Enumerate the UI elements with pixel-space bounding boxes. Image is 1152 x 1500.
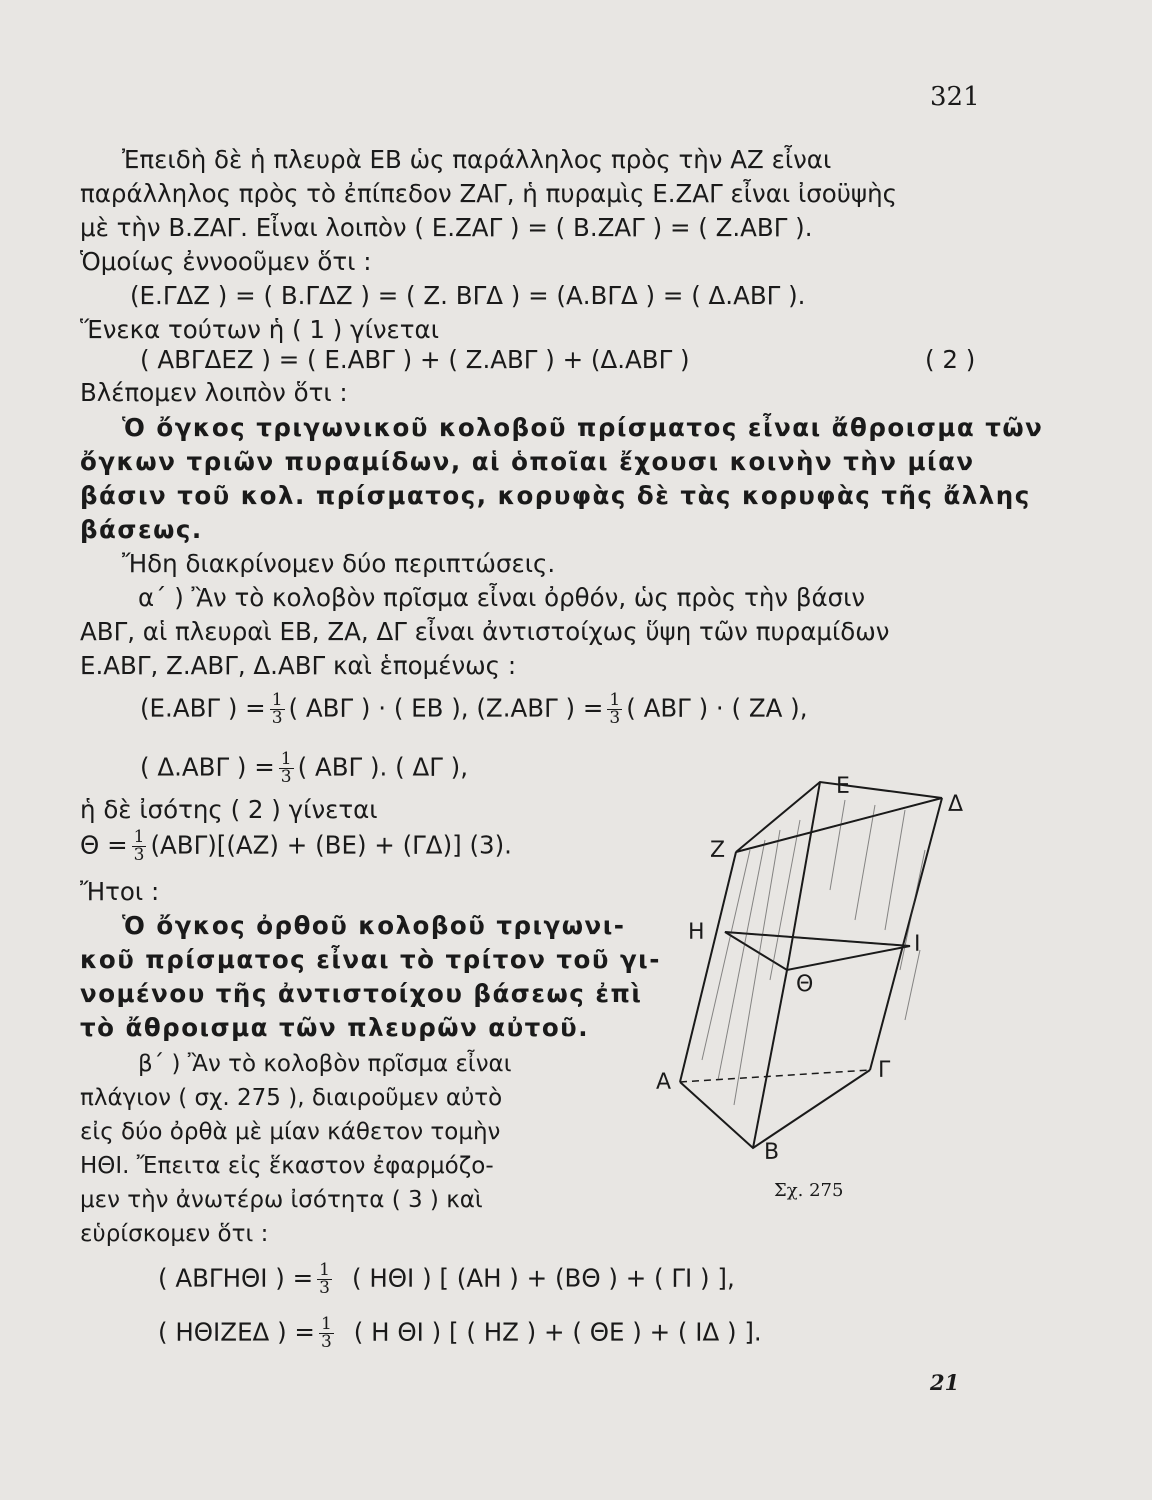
fraction-one-third: $\frac{1}{3}$ [320,1314,332,1352]
equation-line [80,829,512,864]
text-line: Βλέπομεν λοιπὸν ὅτι : [80,378,348,407]
theorem-line: βάσεως. [80,515,203,544]
bottom-face-visible [680,1070,870,1148]
hidden-edge-ag [680,1070,870,1082]
label-D: Δ [948,792,964,817]
text-line: εἰς δύο ὀρθὰ μὲ μίαν κάθετον τομὴν [80,1119,501,1145]
text-line: ΗΘΙ. Ἔπειτα εἰς ἕκαστον ἐφαρμόζο- [80,1153,494,1179]
equation-line: ( ΑΒΓΔΕΖ ) = ( Ε.ΑΒΓ ) + ( Ζ.ΑΒΓ ) + (Δ.ΑΒΓ ) [140,345,690,374]
hatch-line [885,810,905,930]
fraction-one-third: $\frac{1}{3}$ [280,749,292,787]
text-line: Ἐπειδὴ δὲ ἡ πλευρὰ ΕΒ ὡς παράλληλος πρὸς τὴν ΑΖ εἶναι [122,145,832,174]
theorem-line: τὸ ἄθροισμα τῶν πλευρῶν αὐτοῦ. [80,1013,590,1042]
text-line: Ὁμοίως ἐννοοῦμεν ὅτι : [80,247,372,276]
edge-e-th [787,782,820,970]
label-Z: Ζ [710,838,726,863]
label-I: Ι [914,932,921,957]
equation-term: Θ = [80,830,128,860]
edge-dg [870,798,942,1070]
label-B: Β [764,1140,780,1165]
hatch-line [770,820,800,980]
equation-number: ( 2 ) [925,345,976,374]
text-line: α΄ ) Ἂν τὸ κολοβὸν πρῖσμα εἶναι ὀρθόν, ὡς πρὸς τὴν βάσιν [138,583,866,612]
signature-number: 21 [930,1370,960,1395]
hatch-line [900,850,925,970]
equation-term: ( ΗΘΙΖΕΔ ) = [158,1317,315,1347]
equation-term: ( Η ΘΙ ) [ ( ΗΖ ) + ( ΘΕ ) + ( ΙΔ ) ]. [353,1317,762,1347]
text-line: Ἤτοι : [80,877,160,906]
text-line: μεν τὴν ἀνωτέρω ἰσότητα ( 3 ) καὶ [80,1187,483,1213]
equation-term: ( ΑΒΓ ). ( ΔΓ ), [297,752,468,782]
equation-term: ( ΑΒΓ ) · ( ΕΒ ), (Ζ.ΑΒΓ ) = [288,693,604,723]
hatch-line [855,805,875,920]
page-number: 321 [930,82,980,112]
figure-truncated-prism [650,760,990,1201]
label-TH: Θ [796,972,814,997]
fraction-one-third: $\frac{1}{3}$ [609,690,621,728]
theorem-line: Ὁ ὄγκος τριγωνικοῦ κολοβοῦ πρίσματος εἶναι ἄθροισμα τῶν [122,413,1044,442]
theorem-line: ὄγκων τριῶν πυραμίδων, αἱ ὁποῖαι ἔχουσι κοινὴν τὴν μίαν [80,447,975,476]
equation-term: ( ΑΒΓ ) · ( ΖΑ ), [626,693,808,723]
edge-za [680,852,736,1082]
text-line: μὲ τὴν Β.ΖΑΓ. Εἶναι λοιπὸν ( Ε.ΖΑΓ ) = ( Β.ΖΑΓ ) = ( Ζ.ΑΒΓ ). [80,213,813,242]
prism-drawing [650,760,990,1180]
text-line: παράλληλος πρὸς τὸ ἐπίπεδον ΖΑΓ, ἡ πυραμὶς Ε.ΖΑΓ εἶναι ἰσοϋψὴς [80,179,898,208]
equation-line: (Ε.ΓΔΖ ) = ( Β.ΓΔΖ ) = ( Ζ. ΒΓΔ ) = (Α.ΒΓΔ ) = ( Δ.ΑΒΓ ). [130,281,806,310]
text-line: ΑΒΓ, αἱ πλευραὶ ΕΒ, ΖΑ, ΔΓ εἶναι ἀντιστοίχως ὕψη τῶν πυραμίδων [80,617,890,646]
hatch-line [734,830,780,1105]
text-line: Ε.ΑΒΓ, Ζ.ΑΒΓ, Δ.ΑΒΓ καὶ ἑπομένως : [80,651,517,680]
fraction-one-third: $\frac{1}{3}$ [271,690,283,728]
text-line: ἡ δὲ ἰσότης ( 2 ) γίνεται [80,795,378,824]
equation-term: (Ε.ΑΒΓ ) = [140,693,266,723]
equation-line [158,1262,735,1297]
text-line: Ἕνεκα τούτων ἡ ( 1 ) γίνεται [80,315,439,344]
theorem-line: βάσιν τοῦ κολ. πρίσματος, κορυφὰς δὲ τὰς κορυφὰς τῆς ἄλλης [80,481,1031,510]
equation-term: (ΑΒΓ)[(ΑΖ) + (ΒΕ) + (ΓΔ)] (3). [150,830,512,860]
hatch-line [905,950,920,1020]
text-line: β΄ ) Ἂν τὸ κολοβὸν πρῖσμα εἶναι [138,1051,512,1077]
theorem-line: νομένου τῆς ἀντιστοίχου βάσεως ἐπὶ [80,979,643,1008]
label-G: Γ [878,1058,891,1083]
equation-line [158,1316,762,1351]
label-A: Α [656,1070,672,1095]
equation-line [140,751,468,786]
edge-th-b [753,970,787,1148]
text-line: εὑρίσκομεν ὅτι : [80,1221,269,1247]
theorem-line: Ὁ ὄγκος ὀρθοῦ κολοβοῦ τριγωνι- [122,911,626,940]
text-line: Ἤδη διακρίνομεν δύο περιπτώσεις. [122,549,556,578]
label-E: Ε [836,774,850,799]
label-H: Η [688,920,705,945]
text-line: πλάγιον ( σχ. 275 ), διαιροῦμεν αὐτὸ [80,1085,503,1111]
hatch-line [830,800,845,890]
fraction-one-third: $\frac{1}{3}$ [133,827,145,865]
figure-caption: Σχ. 275 [774,1180,844,1201]
equation-term: ( ΑΒΓΗΘΙ ) = [158,1263,314,1293]
section-face [725,932,910,970]
theorem-line: κοῦ πρίσματος εἶναι τὸ τρίτον τοῦ γι- [80,945,661,974]
fraction-one-third: $\frac{1}{3}$ [319,1260,330,1298]
equation-line [140,692,808,727]
equation-term: ( ΗΘΙ ) [ (ΑΗ ) + (ΒΘ ) + ( ΓΙ ) ], [352,1263,735,1293]
equation-term: ( Δ.ΑΒΓ ) = [140,752,275,782]
